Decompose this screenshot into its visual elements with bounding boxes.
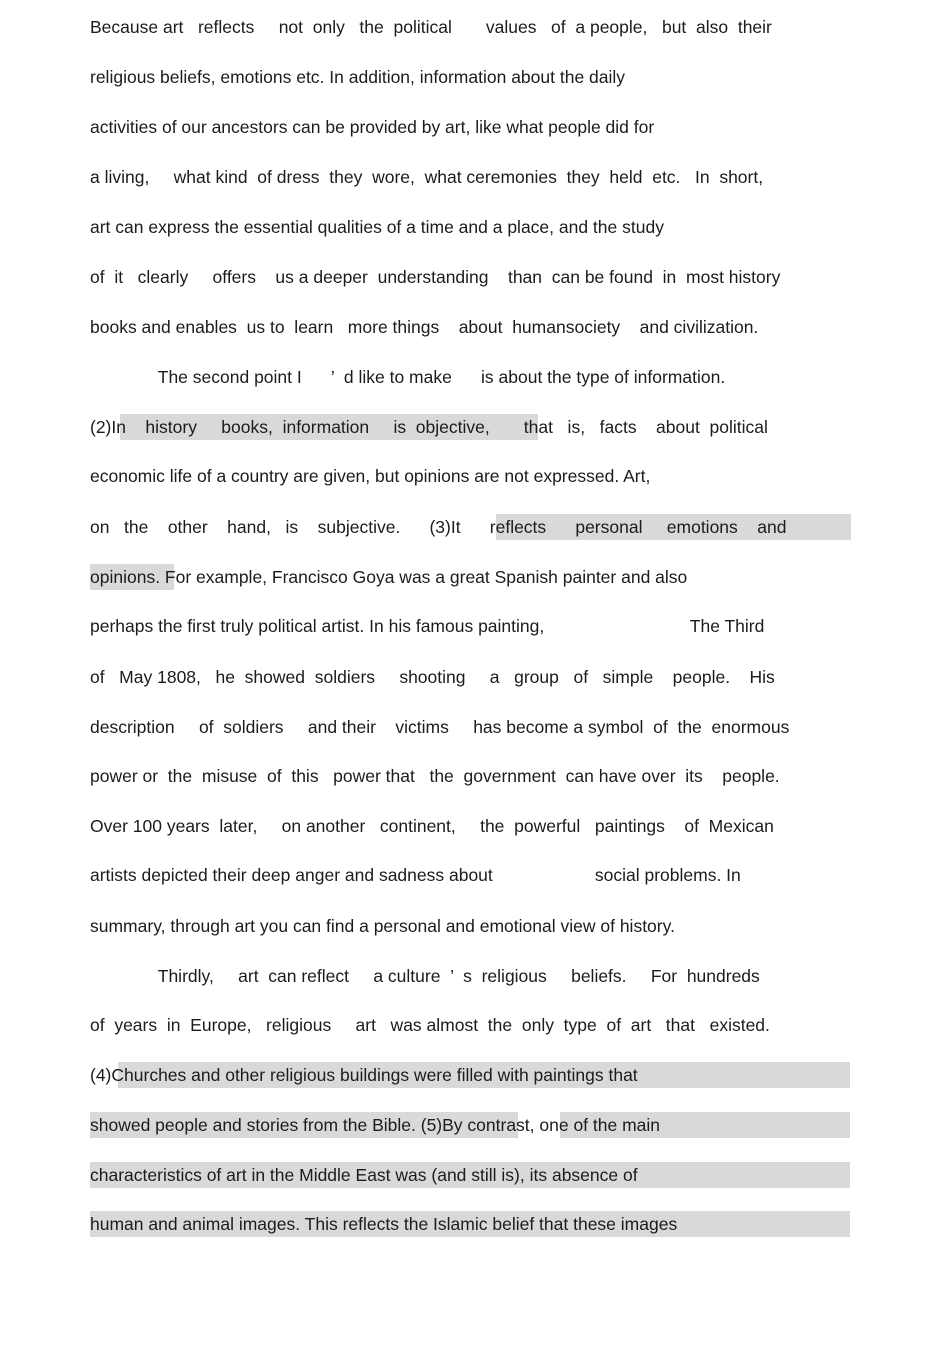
text-line [90,14,852,40]
text-line [90,463,852,489]
text-line-content: (4)Churches and other religious buildings were filled with paintings that [90,1065,638,1085]
text-line-content: (2)In history books, information is objective, that is, facts about political [90,417,768,437]
text-line-content: human and animal images. This reflects the Islamic belief that these images [90,1214,678,1234]
text-line-content: opinions. For example, Francisco Goya was a great Spanish painter and also [90,567,688,587]
text-line-content: economic life of a country are given, but opinions are not expressed. Art, [90,466,651,486]
text-line [90,264,852,290]
text-line [90,1062,852,1088]
text-line [90,664,852,690]
text-line-content: showed people and stories from the Bible. (5)By contrast, one of the main [90,1115,661,1135]
text-line-content: Thirdly, art can reflect a culture ’ s religious beliefs. For hundreds [90,966,760,986]
text-line [90,763,852,789]
text-line-content: of May 1808, he showed soldiers shooting a group of simple people. His [90,667,775,687]
text-line-content: art can express the essential qualities of a time and a place, and the study [90,217,664,237]
text-line [90,613,852,639]
text-line [90,164,852,190]
text-line-content: activities of our ancestors can be provided by art, like what people did for [90,117,655,137]
text-line-content: of years in Europe, religious art was almost the only type of art that existed. [90,1015,770,1035]
text-line [90,714,852,740]
text-line [90,64,852,90]
text-line-content: books and enables us to learn more things about humansociety and civilization. [90,317,759,337]
text-line [90,813,852,839]
text-line-content: summary, through art you can find a personal and emotional view of history. [90,916,675,936]
text-line [90,364,852,390]
text-line-content: Over 100 years later, on another continent, the powerful paintings of Mexican [90,816,774,836]
text-line-content: perhaps the first truly political artist. In his famous painting, The Third [90,616,765,636]
text-line-content: Because art reflects not only the political values of a people, but also their [90,17,772,37]
text-line-content: The second point I ’ d like to make is about the type of information. [90,367,726,387]
text-line [90,114,852,140]
text-line-content: artists depicted their deep anger and sadness about social problems. In [90,865,741,885]
text-line [90,1112,852,1138]
text-line-content: characteristics of art in the Middle East was (and still is), its absence of [90,1165,638,1185]
text-line [90,564,852,590]
text-line [90,913,852,939]
text-line-content: of it clearly offers us a deeper understanding than can be found in most history [90,267,781,287]
text-line-content: power or the misuse of this power that the government can have over its people. [90,766,780,786]
text-line [90,1012,852,1038]
text-line [90,514,852,540]
text-line [90,214,852,240]
text-line [90,1162,852,1188]
text-line-content: description of soldiers and their victims has become a symbol of the enormous [90,717,790,737]
text-line [90,1211,852,1237]
text-line-content: on the other hand, is subjective. (3)It reflects personal emotions and [90,517,787,537]
text-line [90,314,852,340]
text-line [90,414,852,440]
text-line-content: a living, what kind of dress they wore, what ceremonies they held etc. In short, [90,167,764,187]
text-line [90,862,852,888]
text-line [90,963,852,989]
text-line-content: religious beliefs, emotions etc. In addition, information about the daily [90,67,626,87]
